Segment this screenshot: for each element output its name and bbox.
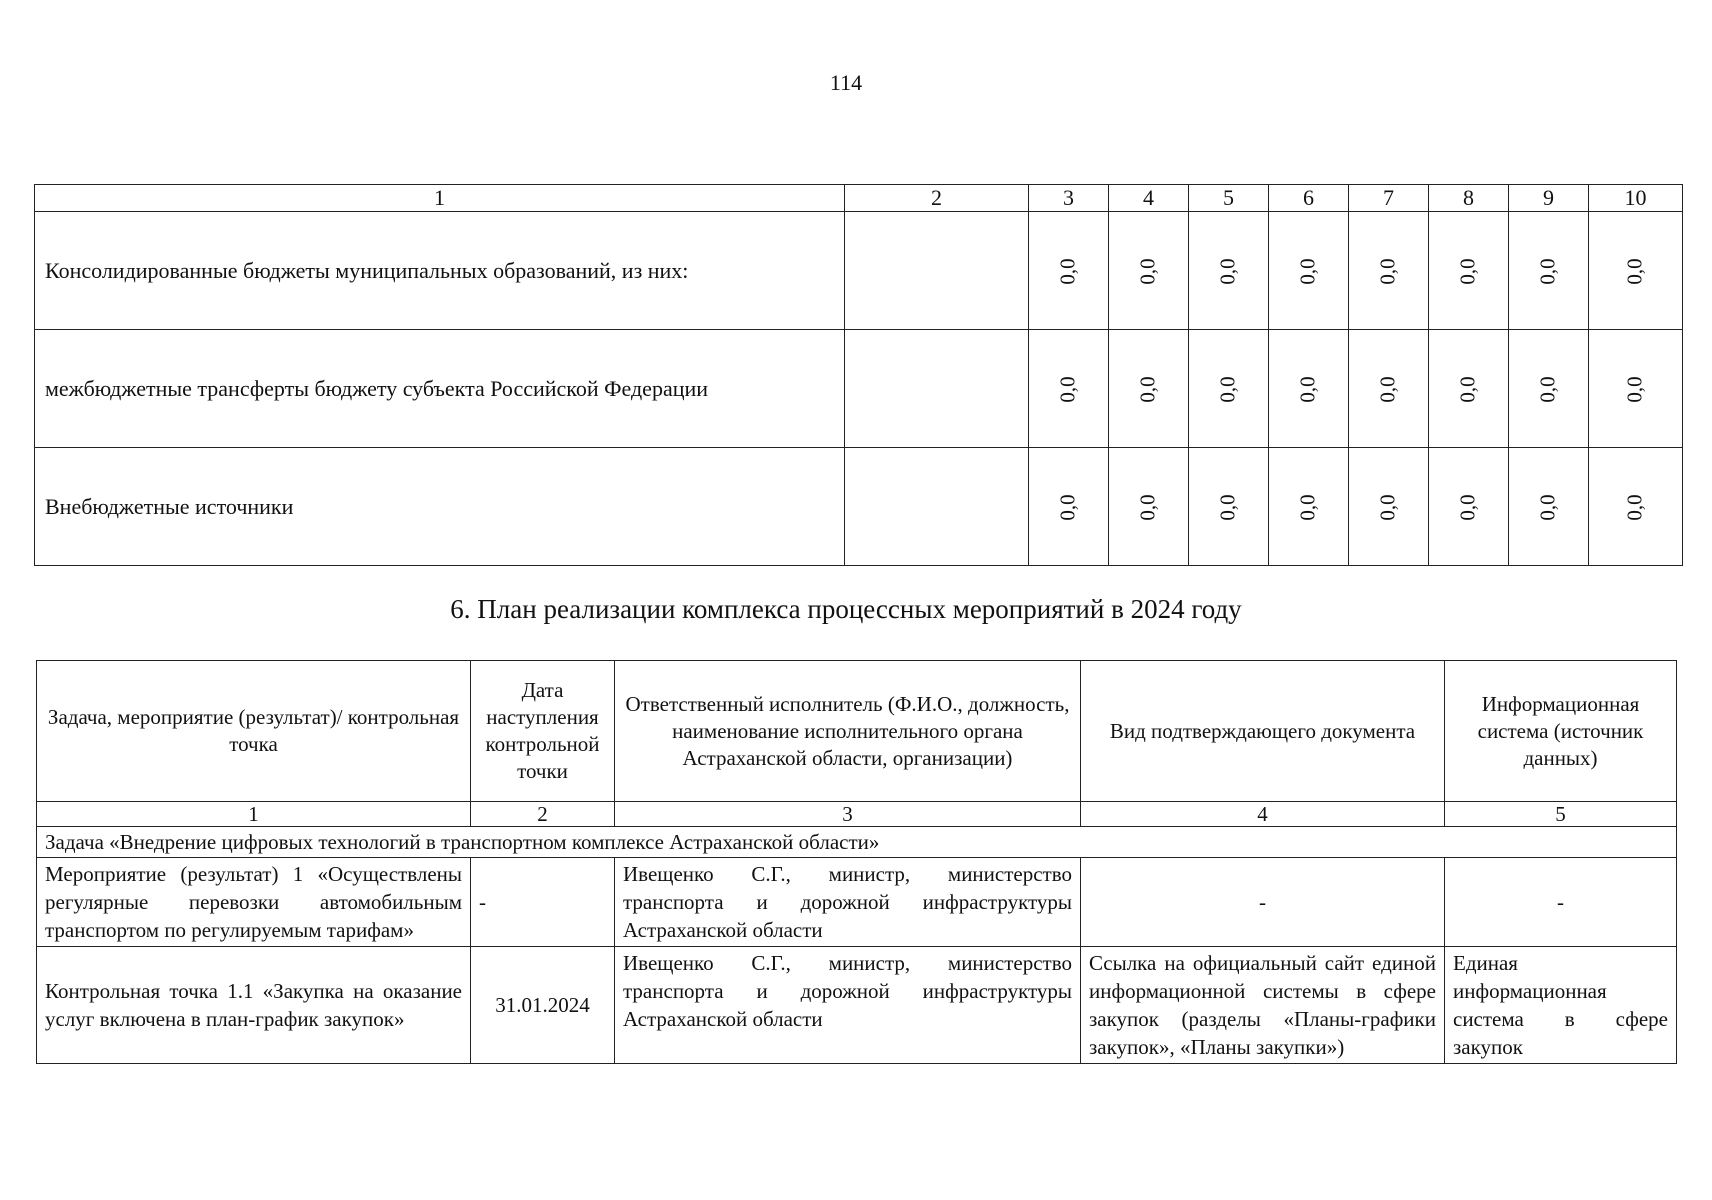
column-number: 5 [1189, 185, 1269, 212]
column-number: 8 [1429, 185, 1509, 212]
column-number: 3 [1029, 185, 1109, 212]
header-info-system: Информационная система (источник данных) [1445, 661, 1677, 802]
row-col2 [845, 212, 1029, 330]
value-cell: 0,0 [1349, 448, 1429, 566]
column-number: 9 [1509, 185, 1589, 212]
value-cell: 0,0 [1269, 448, 1349, 566]
column-number: 1 [35, 185, 845, 212]
activity-cell: Мероприятие (результат) 1 «Осуществлены регулярные перевозки автомобильным транспортом по регулируемым тарифам» [37, 858, 471, 947]
value-cell: 0,0 [1109, 448, 1189, 566]
column-number: 7 [1349, 185, 1429, 212]
task-title: Задача «Внедрение цифровых технологий в транспортном комплексе Астраханской области» [37, 827, 1677, 858]
column-number: 4 [1109, 185, 1189, 212]
value-cell: 0,0 [1509, 330, 1589, 448]
date-cell: - [471, 858, 615, 947]
page-number: 114 [829, 70, 863, 95]
header-date: Дата наступления контрольной точки [471, 661, 615, 802]
header-responsible: Ответственный исполнитель (Ф.И.О., должность, наименование исполнительного органа Астраханской области, организации) [615, 661, 1081, 802]
value-cell: 0,0 [1509, 448, 1589, 566]
value-cell: 0,0 [1509, 212, 1589, 330]
value-cell: 0,0 [1589, 212, 1683, 330]
table-row [37, 858, 1677, 947]
table-header-row [37, 661, 1677, 802]
info-system-cell: Единая информационная система в сфере закупок [1445, 947, 1677, 1064]
plan-table [36, 660, 1677, 1064]
info-system-cell: - [1445, 858, 1677, 947]
value-cell: 0,0 [1269, 330, 1349, 448]
value-cell: 0,0 [1429, 330, 1509, 448]
table-row [37, 947, 1677, 1064]
task-row [37, 827, 1677, 858]
document-cell: Ссылка на официальный сайт единой информационной системы в сфере закупок (разделы «Планы-графики закупок», «Планы закупки») [1081, 947, 1445, 1064]
value-cell: 0,0 [1269, 212, 1349, 330]
value-cell: 0,0 [1189, 448, 1269, 566]
value-cell: 0,0 [1349, 212, 1429, 330]
column-numbers-row [37, 802, 1677, 827]
value-cell: 0,0 [1029, 212, 1109, 330]
column-number: 3 [615, 802, 1081, 827]
value-cell: 0,0 [1189, 330, 1269, 448]
row-label: Внебюджетные источники [35, 448, 845, 566]
column-number: 5 [1445, 802, 1677, 827]
table-row [35, 448, 1683, 566]
header-document: Вид подтверждающего документа [1081, 661, 1445, 802]
column-number: 2 [845, 185, 1029, 212]
funding-table [34, 184, 1683, 566]
row-label: межбюджетные трансферты бюджету субъекта Российской Федерации [35, 330, 845, 448]
value-cell: 0,0 [1349, 330, 1429, 448]
value-cell: 0,0 [1109, 212, 1189, 330]
value-cell: 0,0 [1189, 212, 1269, 330]
value-cell: 0,0 [1589, 448, 1683, 566]
value-cell: 0,0 [1029, 330, 1109, 448]
column-number: 6 [1269, 185, 1349, 212]
row-col2 [845, 330, 1029, 448]
value-cell: 0,0 [1429, 448, 1509, 566]
value-cell: 0,0 [1109, 330, 1189, 448]
table-row [35, 212, 1683, 330]
column-number: 4 [1081, 802, 1445, 827]
column-number: 2 [471, 802, 615, 827]
activity-cell: Контрольная точка 1.1 «Закупка на оказание услуг включена в план-график закупок» [37, 947, 471, 1064]
value-cell: 0,0 [1589, 330, 1683, 448]
section-title: 6. План реализации комплекса процессных мероприятий в 2024 году [450, 594, 1242, 624]
value-cell: 0,0 [1429, 212, 1509, 330]
header-task: Задача, мероприятие (результат)/ контрольная точка [37, 661, 471, 802]
row-col2 [845, 448, 1029, 566]
table-header-row [35, 185, 1683, 212]
column-number: 1 [37, 802, 471, 827]
table-row [35, 330, 1683, 448]
value-cell: 0,0 [1029, 448, 1109, 566]
column-number: 10 [1589, 185, 1683, 212]
responsible-cell: Ивещенко С.Г., министр, министерство транспорта и дорожной инфраструктуры Астраханской области [615, 858, 1081, 947]
row-label: Консолидированные бюджеты муниципальных образований, из них: [35, 212, 845, 330]
responsible-cell: Ивещенко С.Г., министр, министерство транспорта и дорожной инфраструктуры Астраханской области [615, 947, 1081, 1064]
document-cell: - [1081, 858, 1445, 947]
date-cell: 31.01.2024 [471, 947, 615, 1064]
